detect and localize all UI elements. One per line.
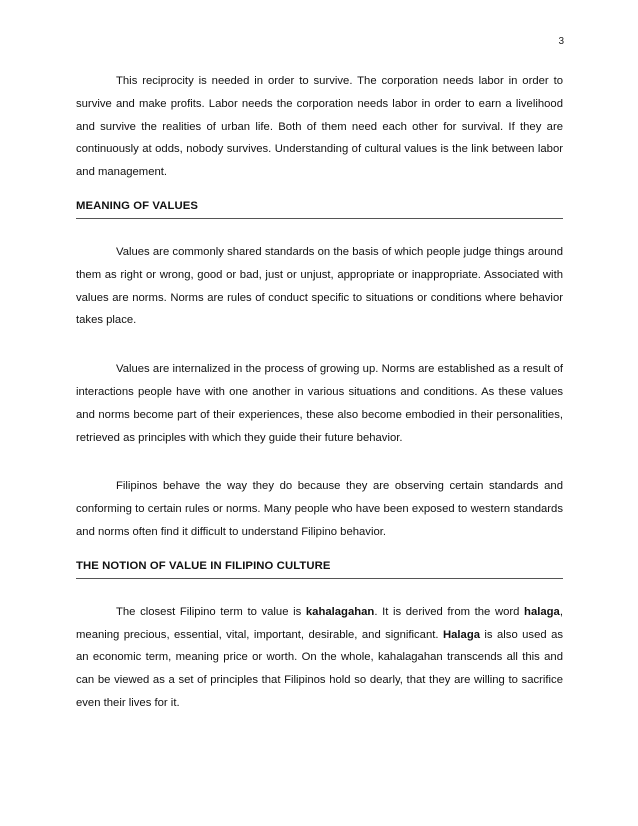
document-body <box>76 70 563 741</box>
section-divider <box>76 218 563 219</box>
paragraph-filipinos-behave: Filipinos behave the way they do because they are observing certain standards and conforming to certain rules or norms. Many people who have been exposed to western standards and norms often find it difficult to understand Filipino behavior. <box>76 480 563 538</box>
paragraph-values-internalized: Values are internalized in the process of growing up. Norms are established as a result of interactions people have with one another in various situations and conditions. As these values and norms become part of their experiences, these also become embodied in their personalities, retrieved as principles with which they guide their future behavior. <box>76 363 563 444</box>
text-run: is also used as an economic term, meaning price or worth. On the whole, kahalagahan transcends all this and can be viewed as a set of principles that Filipinos hold so dearly, that they are willing to sacrifice even their lives for it. <box>76 628 564 709</box>
section-heading-meaning-of-values: MEANING OF VALUES <box>76 199 198 212</box>
text-run: The closest Filipino term to value is <box>116 605 306 618</box>
text-run: . It is derived from the word <box>374 605 525 618</box>
paragraph-kahalagahan <box>76 601 563 715</box>
term-halaga: halaga <box>524 605 560 618</box>
section-heading-notion-of-value: THE NOTION OF VALUE IN FILIPINO CULTURE <box>76 559 331 572</box>
paragraph-reciprocity: This reciprocity is needed in order to survive. The corporation needs labor in order to survive and make profits. Labor needs the corporation needs labor in order to earn a livelihood and survive the realities of urban life. Both of them need each other for survival. If they are continuously at odds, nobody survives. Understanding of cultural values is the link between labor and management. <box>76 75 563 179</box>
term-kahalagahan: kahalagahan <box>305 605 375 618</box>
term-halaga-sentence-start: Halaga <box>442 628 480 641</box>
section-divider <box>76 578 563 579</box>
page-number: 3 <box>558 36 564 47</box>
text-run: , meaning precious, essential, vital, important, desirable, and significant. <box>76 605 563 641</box>
paragraph-values-definition: Values are commonly shared standards on the basis of which people judge things around them as right or wrong, good or bad, just or unjust, appropriate or inappropriate. Associated with values are norms. Norms are rules of conduct specific to situations or conditions where behavior takes place. <box>76 245 563 327</box>
